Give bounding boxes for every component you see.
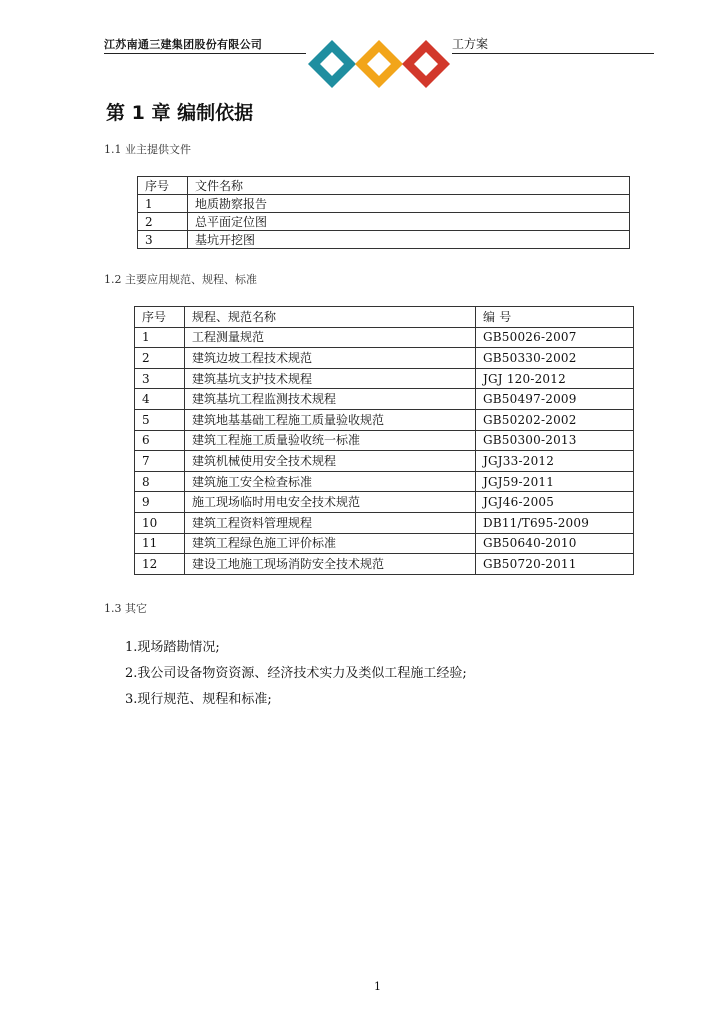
- header-company-name: 江苏南通三建集团股份有限公司: [104, 38, 263, 51]
- table-row: [135, 533, 634, 554]
- table-cell: 2: [135, 348, 185, 369]
- table-cell: 建筑边坡工程技术规范: [185, 348, 476, 369]
- table-row: [135, 512, 634, 533]
- table-row: [135, 348, 634, 369]
- table-cell: 施工现场临时用电安全技术规范: [185, 492, 476, 513]
- table-cell: JGJ46-2005: [476, 492, 634, 513]
- section-heading-1-2: 1.2 主要应用规范、规程、标准: [104, 273, 257, 286]
- table-row: [135, 327, 634, 348]
- section-heading-1-3: 1.3 其它: [104, 602, 147, 615]
- header-rule-right: [452, 53, 654, 54]
- table-cell: 3: [138, 231, 188, 249]
- table-row: [138, 195, 630, 213]
- table-cell: 建筑地基基础工程施工质量验收规范: [185, 409, 476, 430]
- table-cell: JGJ 120-2012: [476, 368, 634, 389]
- company-logo: [306, 38, 452, 90]
- table-cell: JGJ59-2011: [476, 471, 634, 492]
- table-cell: GB50300-2013: [476, 430, 634, 451]
- table-cell: 工程测量规范: [185, 327, 476, 348]
- table-cell: 8: [135, 471, 185, 492]
- table-row: [135, 492, 634, 513]
- section-heading-1-1: 1.1 业主提供文件: [104, 143, 191, 156]
- table-header-row: [138, 177, 630, 195]
- list-item: 1.现场踏勘情况;: [125, 640, 220, 655]
- table-cell: GB50497-2009: [476, 389, 634, 410]
- table-header-cell: 文件名称: [188, 177, 630, 195]
- table-header-cell: 规程、规范名称: [185, 307, 476, 328]
- table-row: [138, 213, 630, 231]
- table-cell: 建筑基坑支护技术规程: [185, 368, 476, 389]
- table-cell: 建筑基坑工程监测技术规程: [185, 389, 476, 410]
- table-row: [135, 554, 634, 575]
- table-header-row: [135, 307, 634, 328]
- table-cell: DB11/T695-2009: [476, 512, 634, 533]
- logo-diamond-yellow: [355, 40, 403, 88]
- table-cell: GB50640-2010: [476, 533, 634, 554]
- table-row: [135, 368, 634, 389]
- table-cell: 9: [135, 492, 185, 513]
- table-cell: 6: [135, 430, 185, 451]
- table-cell: 地质勘察报告: [188, 195, 630, 213]
- list-item: 3.现行规范、规程和标准;: [125, 692, 272, 707]
- table-cell: 1: [138, 195, 188, 213]
- table-row: [135, 389, 634, 410]
- table-cell: GB50202-2002: [476, 409, 634, 430]
- logo-diamond-teal: [308, 40, 356, 88]
- table-cell: GB50026-2007: [476, 327, 634, 348]
- logo-diamond-red: [402, 40, 450, 88]
- table-row: [135, 430, 634, 451]
- table-cell: 10: [135, 512, 185, 533]
- standards-table: [134, 306, 634, 575]
- table-cell: JGJ33-2012: [476, 451, 634, 472]
- table-cell: 1: [135, 327, 185, 348]
- table-cell: 建筑施工安全检查标准: [185, 471, 476, 492]
- table-cell: 基坑开挖图: [188, 231, 630, 249]
- table-row: [135, 409, 634, 430]
- table-row: [135, 451, 634, 472]
- table-cell: GB50720-2011: [476, 554, 634, 575]
- table-cell: 3: [135, 368, 185, 389]
- table-cell: 建筑机械使用安全技术规程: [185, 451, 476, 472]
- table-cell: 7: [135, 451, 185, 472]
- table-cell: 4: [135, 389, 185, 410]
- table-cell: 总平面定位图: [188, 213, 630, 231]
- table-cell: 12: [135, 554, 185, 575]
- table-cell: 2: [138, 213, 188, 231]
- table-cell: 建筑工程绿色施工评价标准: [185, 533, 476, 554]
- table-cell: 建设工地施工现场消防安全技术规范: [185, 554, 476, 575]
- table-cell: 建筑工程资料管理规程: [185, 512, 476, 533]
- header-rule-left: [104, 53, 306, 54]
- owner-documents-table: [137, 176, 630, 249]
- chapter-title: 第 1 章 编制依据: [106, 102, 254, 124]
- table-row: [135, 471, 634, 492]
- table-header-cell: 序号: [135, 307, 185, 328]
- table-cell: GB50330-2002: [476, 348, 634, 369]
- table-header-cell: 序号: [138, 177, 188, 195]
- table-row: [138, 231, 630, 249]
- list-item: 2.我公司设备物资资源、经济技术实力及类似工程施工经验;: [125, 666, 467, 681]
- header-document-type: 工方案: [452, 37, 489, 51]
- table-cell: 建筑工程施工质量验收统一标准: [185, 430, 476, 451]
- table-header-cell: 编 号: [476, 307, 634, 328]
- page-number: 1: [374, 980, 381, 993]
- table-cell: 5: [135, 409, 185, 430]
- table-cell: 11: [135, 533, 185, 554]
